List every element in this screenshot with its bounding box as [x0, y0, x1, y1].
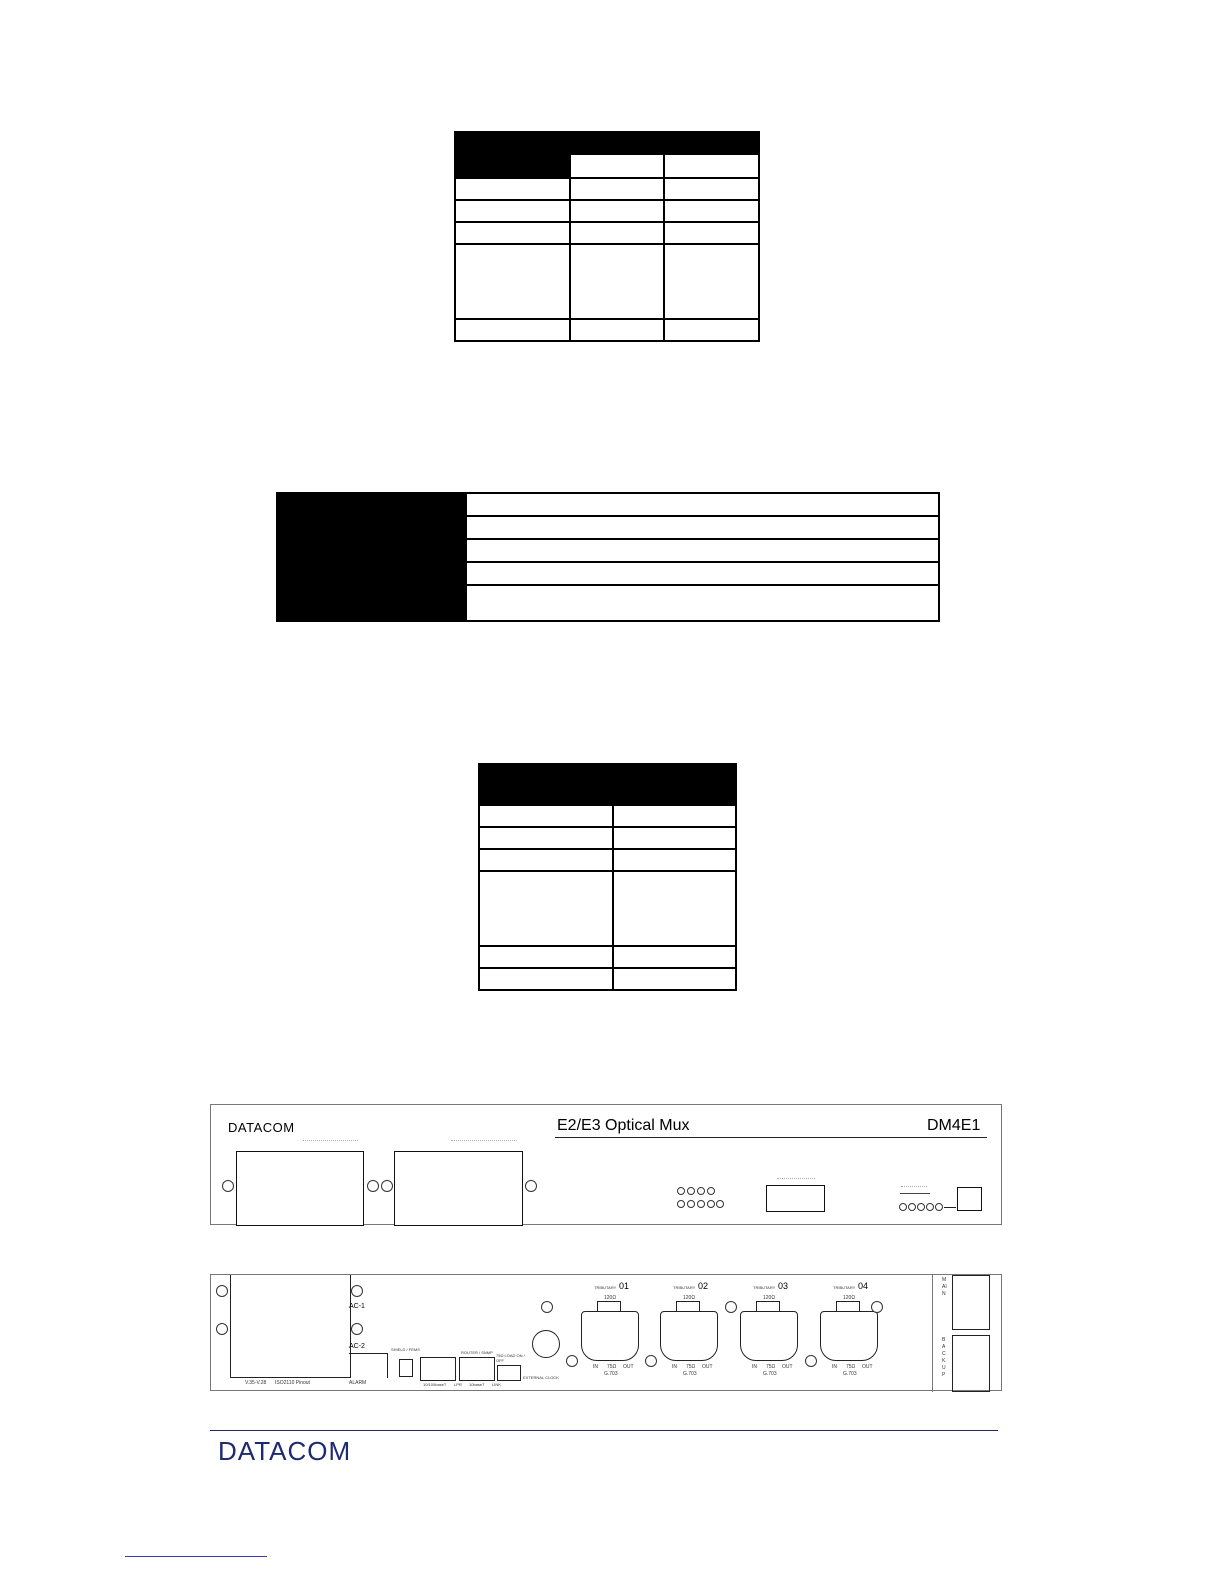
power-module-outline: [230, 1275, 351, 1378]
standard-label: G.703: [763, 1371, 777, 1377]
table-row: [455, 200, 759, 222]
led-indicator: [917, 1203, 925, 1211]
table-2-header-cell: [277, 493, 466, 539]
dotted-label: [303, 1140, 358, 1141]
backup-label: BACKUP: [942, 1337, 946, 1378]
led-indicator: [707, 1187, 715, 1195]
screw-hole: [351, 1323, 363, 1335]
screw-hole: [566, 1355, 578, 1367]
tributary-name: TRIBUTARY: [833, 1285, 856, 1290]
footer-logo: DATACOM: [218, 1436, 352, 1466]
in-label: IN: [672, 1364, 677, 1370]
table-1-header-cell: [570, 132, 759, 154]
standard-label: G.703: [604, 1371, 618, 1377]
in-label: IN: [832, 1364, 837, 1370]
led-indicator: [687, 1187, 695, 1195]
screw-hole: [541, 1301, 553, 1313]
led-indicator: [926, 1203, 934, 1211]
power-switch: [957, 1187, 982, 1211]
power-supply-main: [952, 1275, 990, 1330]
side-divider: [932, 1275, 933, 1392]
switch-lead: [944, 1207, 956, 1208]
table-row: [455, 178, 759, 200]
screw-hole: [216, 1323, 228, 1335]
led-indicator: [908, 1203, 916, 1211]
tributary-number: 03: [778, 1281, 789, 1291]
shield-label: SHIELD / FEMS: [391, 1347, 420, 1352]
screw-hole: [725, 1301, 737, 1313]
bnc-connector-pair: [581, 1311, 639, 1361]
led-bracket: [900, 1193, 930, 1194]
tributary-block: [577, 1275, 647, 1392]
bnc-connector-pair: [740, 1311, 798, 1361]
tributary-block: [736, 1275, 806, 1392]
table-2-cell: [466, 516, 939, 539]
ohm-label: 75Ω: [607, 1364, 617, 1370]
led-indicator: [716, 1200, 724, 1208]
lpr-label: LPR: [454, 1382, 462, 1387]
table-1-header-cell: [455, 132, 570, 178]
led-indicator: [677, 1187, 685, 1195]
main-label: MAIN: [942, 1277, 947, 1297]
dotted-label: [777, 1178, 815, 1179]
load-label: 75Ω LOAD ON / OFF: [496, 1353, 525, 1363]
dip-switch: [399, 1359, 413, 1377]
front-panel-product: E2/E3 Optical Mux: [557, 1117, 690, 1134]
ethernet-speed-label: 10/100baseT: [423, 1382, 447, 1387]
tributary-number: 01: [619, 1281, 630, 1291]
tributary-number: 04: [858, 1281, 869, 1291]
table-3: [478, 763, 737, 991]
front-panel-brand: DATACOM: [228, 1120, 295, 1135]
screw-hole: [645, 1355, 657, 1367]
in-label: IN: [752, 1364, 757, 1370]
tributary-name: TRIBUTARY: [673, 1285, 696, 1290]
table-row: [455, 222, 759, 244]
table-row: [479, 871, 736, 946]
tributary-block: [656, 1275, 726, 1392]
out-label: OUT: [702, 1364, 713, 1370]
display-window: [766, 1185, 825, 1212]
screw-hole: [351, 1285, 363, 1297]
router-port: [459, 1357, 495, 1381]
alarm-label: ALARM: [349, 1380, 367, 1386]
ac2-label: AC-2: [349, 1343, 365, 1350]
power-module-step: [349, 1353, 388, 1378]
dotted-label: [901, 1186, 927, 1187]
ethernet-port: [420, 1357, 456, 1381]
out-label: OUT: [862, 1364, 873, 1370]
screw-hole: [381, 1180, 393, 1192]
tributary-number: 02: [698, 1281, 709, 1291]
dotted-label: [451, 1140, 517, 1141]
link-label: LINK: [492, 1382, 501, 1387]
out-label: OUT: [782, 1364, 793, 1370]
table-3-header-cell: [613, 764, 736, 805]
table-3-header-cell: [479, 764, 613, 805]
screw-hole: [871, 1301, 883, 1313]
impedance-label: 120Ω: [843, 1295, 856, 1301]
table-1-subheader-cell: [570, 154, 664, 178]
led-indicator: [707, 1200, 715, 1208]
router-label: ROUTER / SNMP: [461, 1350, 493, 1355]
module-slot-1: [236, 1151, 364, 1226]
bnc-connector-pair: [820, 1311, 878, 1361]
front-panel-drawing: [210, 1104, 1002, 1225]
out-label: OUT: [623, 1364, 634, 1370]
screw-hole: [805, 1355, 817, 1367]
led-indicator: [687, 1200, 695, 1208]
ohm-label: 75Ω: [766, 1364, 776, 1370]
external-clock-label: EXTERNAL CLOCK: [523, 1375, 559, 1380]
table-row: [479, 946, 736, 968]
standard-label: G.703: [683, 1371, 697, 1377]
table-row: [479, 805, 736, 827]
table-1-subheader-cell: [664, 154, 759, 178]
screw-hole: [222, 1180, 234, 1192]
load-switch: [497, 1365, 521, 1381]
link-speed-label: 10baseT: [469, 1382, 485, 1387]
tributary-name: TRIBUTARY: [594, 1285, 617, 1290]
table-row: [479, 849, 736, 871]
bottom-rule: [125, 1556, 267, 1557]
led-indicator: [899, 1203, 907, 1211]
screw-hole: [367, 1180, 379, 1192]
impedance-label: 120Ω: [604, 1295, 617, 1301]
tributary-name: TRIBUTARY: [753, 1285, 776, 1290]
iso-label: ISO2110 Pinout: [275, 1380, 310, 1386]
ohm-label: 75Ω: [846, 1364, 856, 1370]
tributary-block: [816, 1275, 886, 1392]
front-panel-rule: [555, 1137, 987, 1138]
standard-label: G.703: [843, 1371, 857, 1377]
in-label: IN: [593, 1364, 598, 1370]
power-supply-backup: [952, 1335, 990, 1392]
table-2-cell: [466, 539, 939, 562]
table-row: [455, 319, 759, 341]
table-row: [479, 968, 736, 990]
table-2-cell: [466, 562, 939, 585]
footer-rule: [210, 1430, 998, 1431]
table-row: [479, 827, 736, 849]
table-row: [455, 244, 759, 319]
v35-label: V.35-V.28: [245, 1380, 267, 1386]
ac1-label: AC-1: [349, 1303, 365, 1310]
external-clock-connector: [532, 1330, 560, 1358]
impedance-label: 120Ω: [763, 1295, 776, 1301]
table-2-header-cell: [277, 585, 466, 621]
table-2-cell: [466, 585, 939, 621]
bnc-connector-pair: [660, 1311, 718, 1361]
rear-panel-drawing: [210, 1274, 1002, 1391]
ohm-label: 75Ω: [686, 1364, 696, 1370]
front-panel-model: DM4E1: [927, 1117, 981, 1134]
table-2-cell: [466, 493, 939, 516]
impedance-label: 120Ω: [683, 1295, 696, 1301]
module-slot-2: [394, 1151, 523, 1226]
table-2: [276, 492, 940, 622]
screw-hole: [525, 1180, 537, 1192]
screw-hole: [216, 1285, 228, 1297]
table-1: [454, 131, 760, 342]
led-indicator: [677, 1200, 685, 1208]
led-indicator: [935, 1203, 943, 1211]
table-2-header-cell: [277, 539, 466, 585]
led-indicator: [697, 1187, 705, 1195]
led-indicator: [697, 1200, 705, 1208]
